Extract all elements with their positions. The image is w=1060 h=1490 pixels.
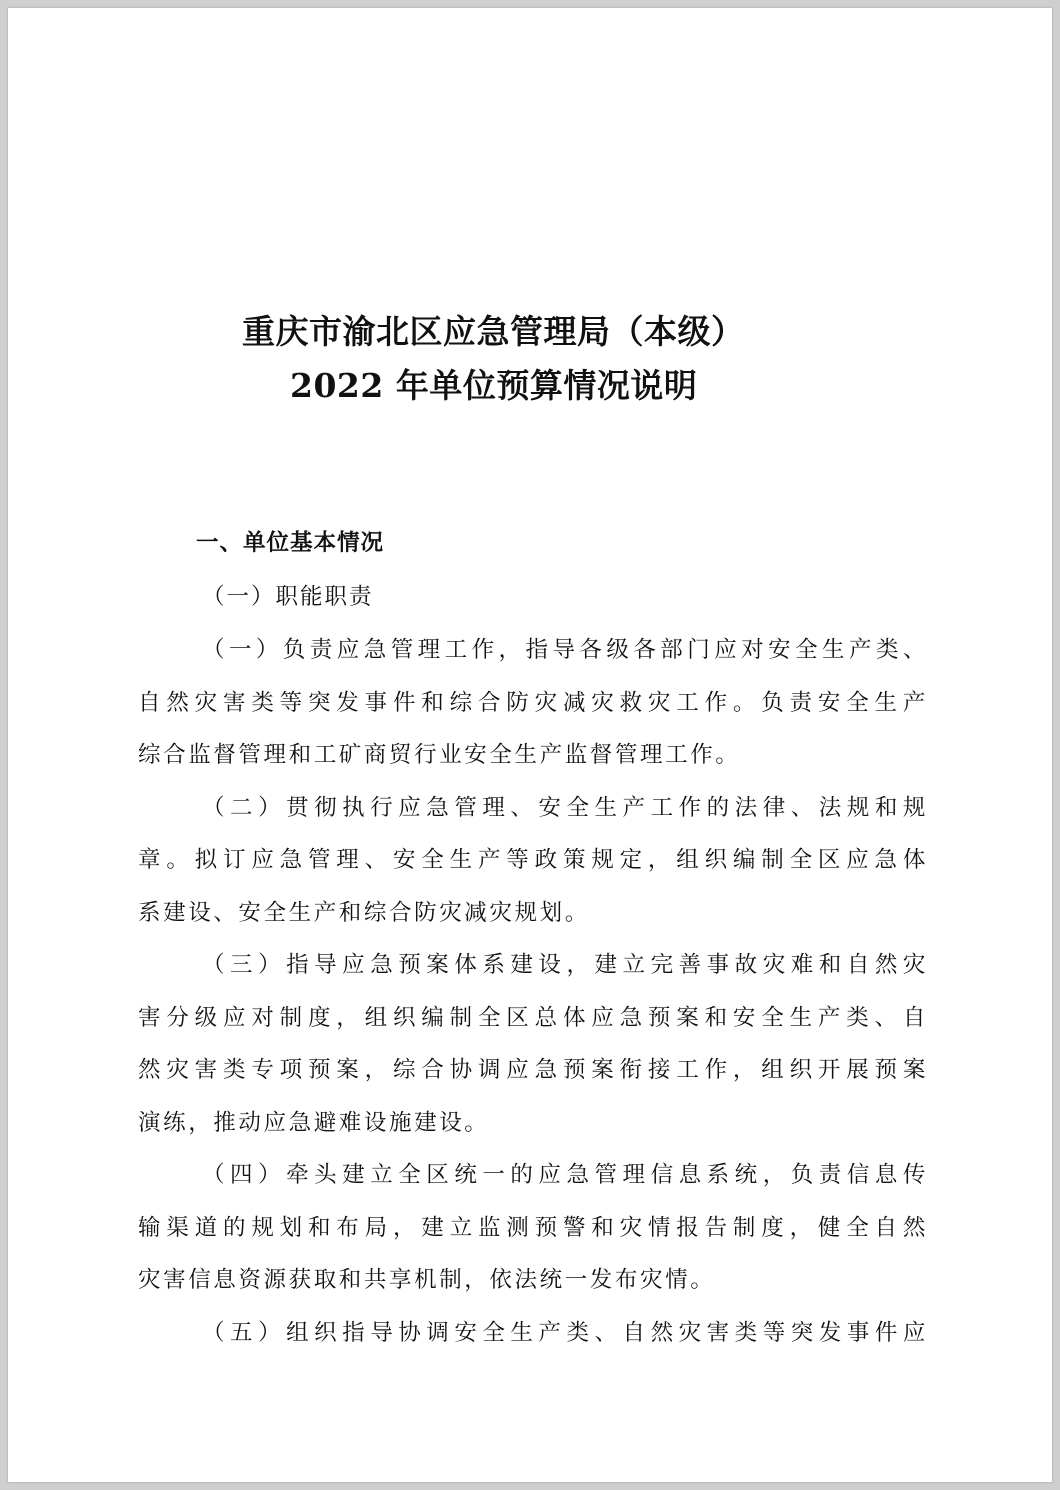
subsection-heading: （一）职能职责 [202, 584, 374, 610]
paragraph-line: 自然灾害类等突发事件和综合防灾减灾救灾工作。负责安全生产 [138, 689, 928, 716]
paragraph-line: 害分级应对制度，组织编制全区总体应急预案和安全生产类、自 [138, 1004, 928, 1031]
paragraph-line: 演练，推动应急避难设施建设。 [138, 1109, 490, 1136]
document-page [8, 8, 1052, 1482]
paragraph-2 [138, 782, 928, 940]
paragraph-5 [138, 1307, 928, 1360]
paragraph-line: （二）贯彻执行应急管理、安全生产工作的法律、法规和规 [202, 794, 928, 821]
paragraph-line: 灾害信息资源获取和共享机制，依法统一发布灾情。 [138, 1267, 716, 1293]
paragraph-3 [138, 939, 928, 1149]
paragraph-line: （一）负责应急管理工作，指导各级各部门应对安全生产类、 [202, 637, 928, 663]
document-body [138, 516, 928, 1359]
paragraph-line: （三）指导应急预案体系建设，建立完善事故灾难和自然灾 [202, 952, 928, 978]
paragraph-line: （五）组织指导协调安全生产类、自然灾害类等突发事件应 [202, 1319, 928, 1346]
paragraph-line: 系建设、安全生产和综合防灾减灾规划。 [138, 899, 590, 926]
paragraph-1 [138, 624, 928, 782]
paragraph-4 [138, 1149, 928, 1307]
paragraph-line: （四）牵头建立全区统一的应急管理信息系统，负责信息传 [202, 1162, 928, 1188]
title-line-1: 重庆市渝北区应急管理局（本级） [242, 312, 745, 351]
paragraph-line: 综合监督管理和工矿商贸行业安全生产监督管理工作。 [138, 742, 741, 768]
paragraph-line: 章。拟订应急管理、安全生产等政策规定，组织编制全区应急体 [138, 847, 928, 873]
paragraph-line: 然灾害类专项预案，综合协调应急预案衔接工作，组织开展预案 [138, 1057, 928, 1083]
title-line-2: 2022 年单位预算情况说明 [290, 366, 698, 405]
section-heading: 一、单位基本情况 [196, 530, 385, 556]
paragraph-line: 输渠道的规划和布局，建立监测预警和灾情报告制度，健全自然 [138, 1214, 928, 1241]
